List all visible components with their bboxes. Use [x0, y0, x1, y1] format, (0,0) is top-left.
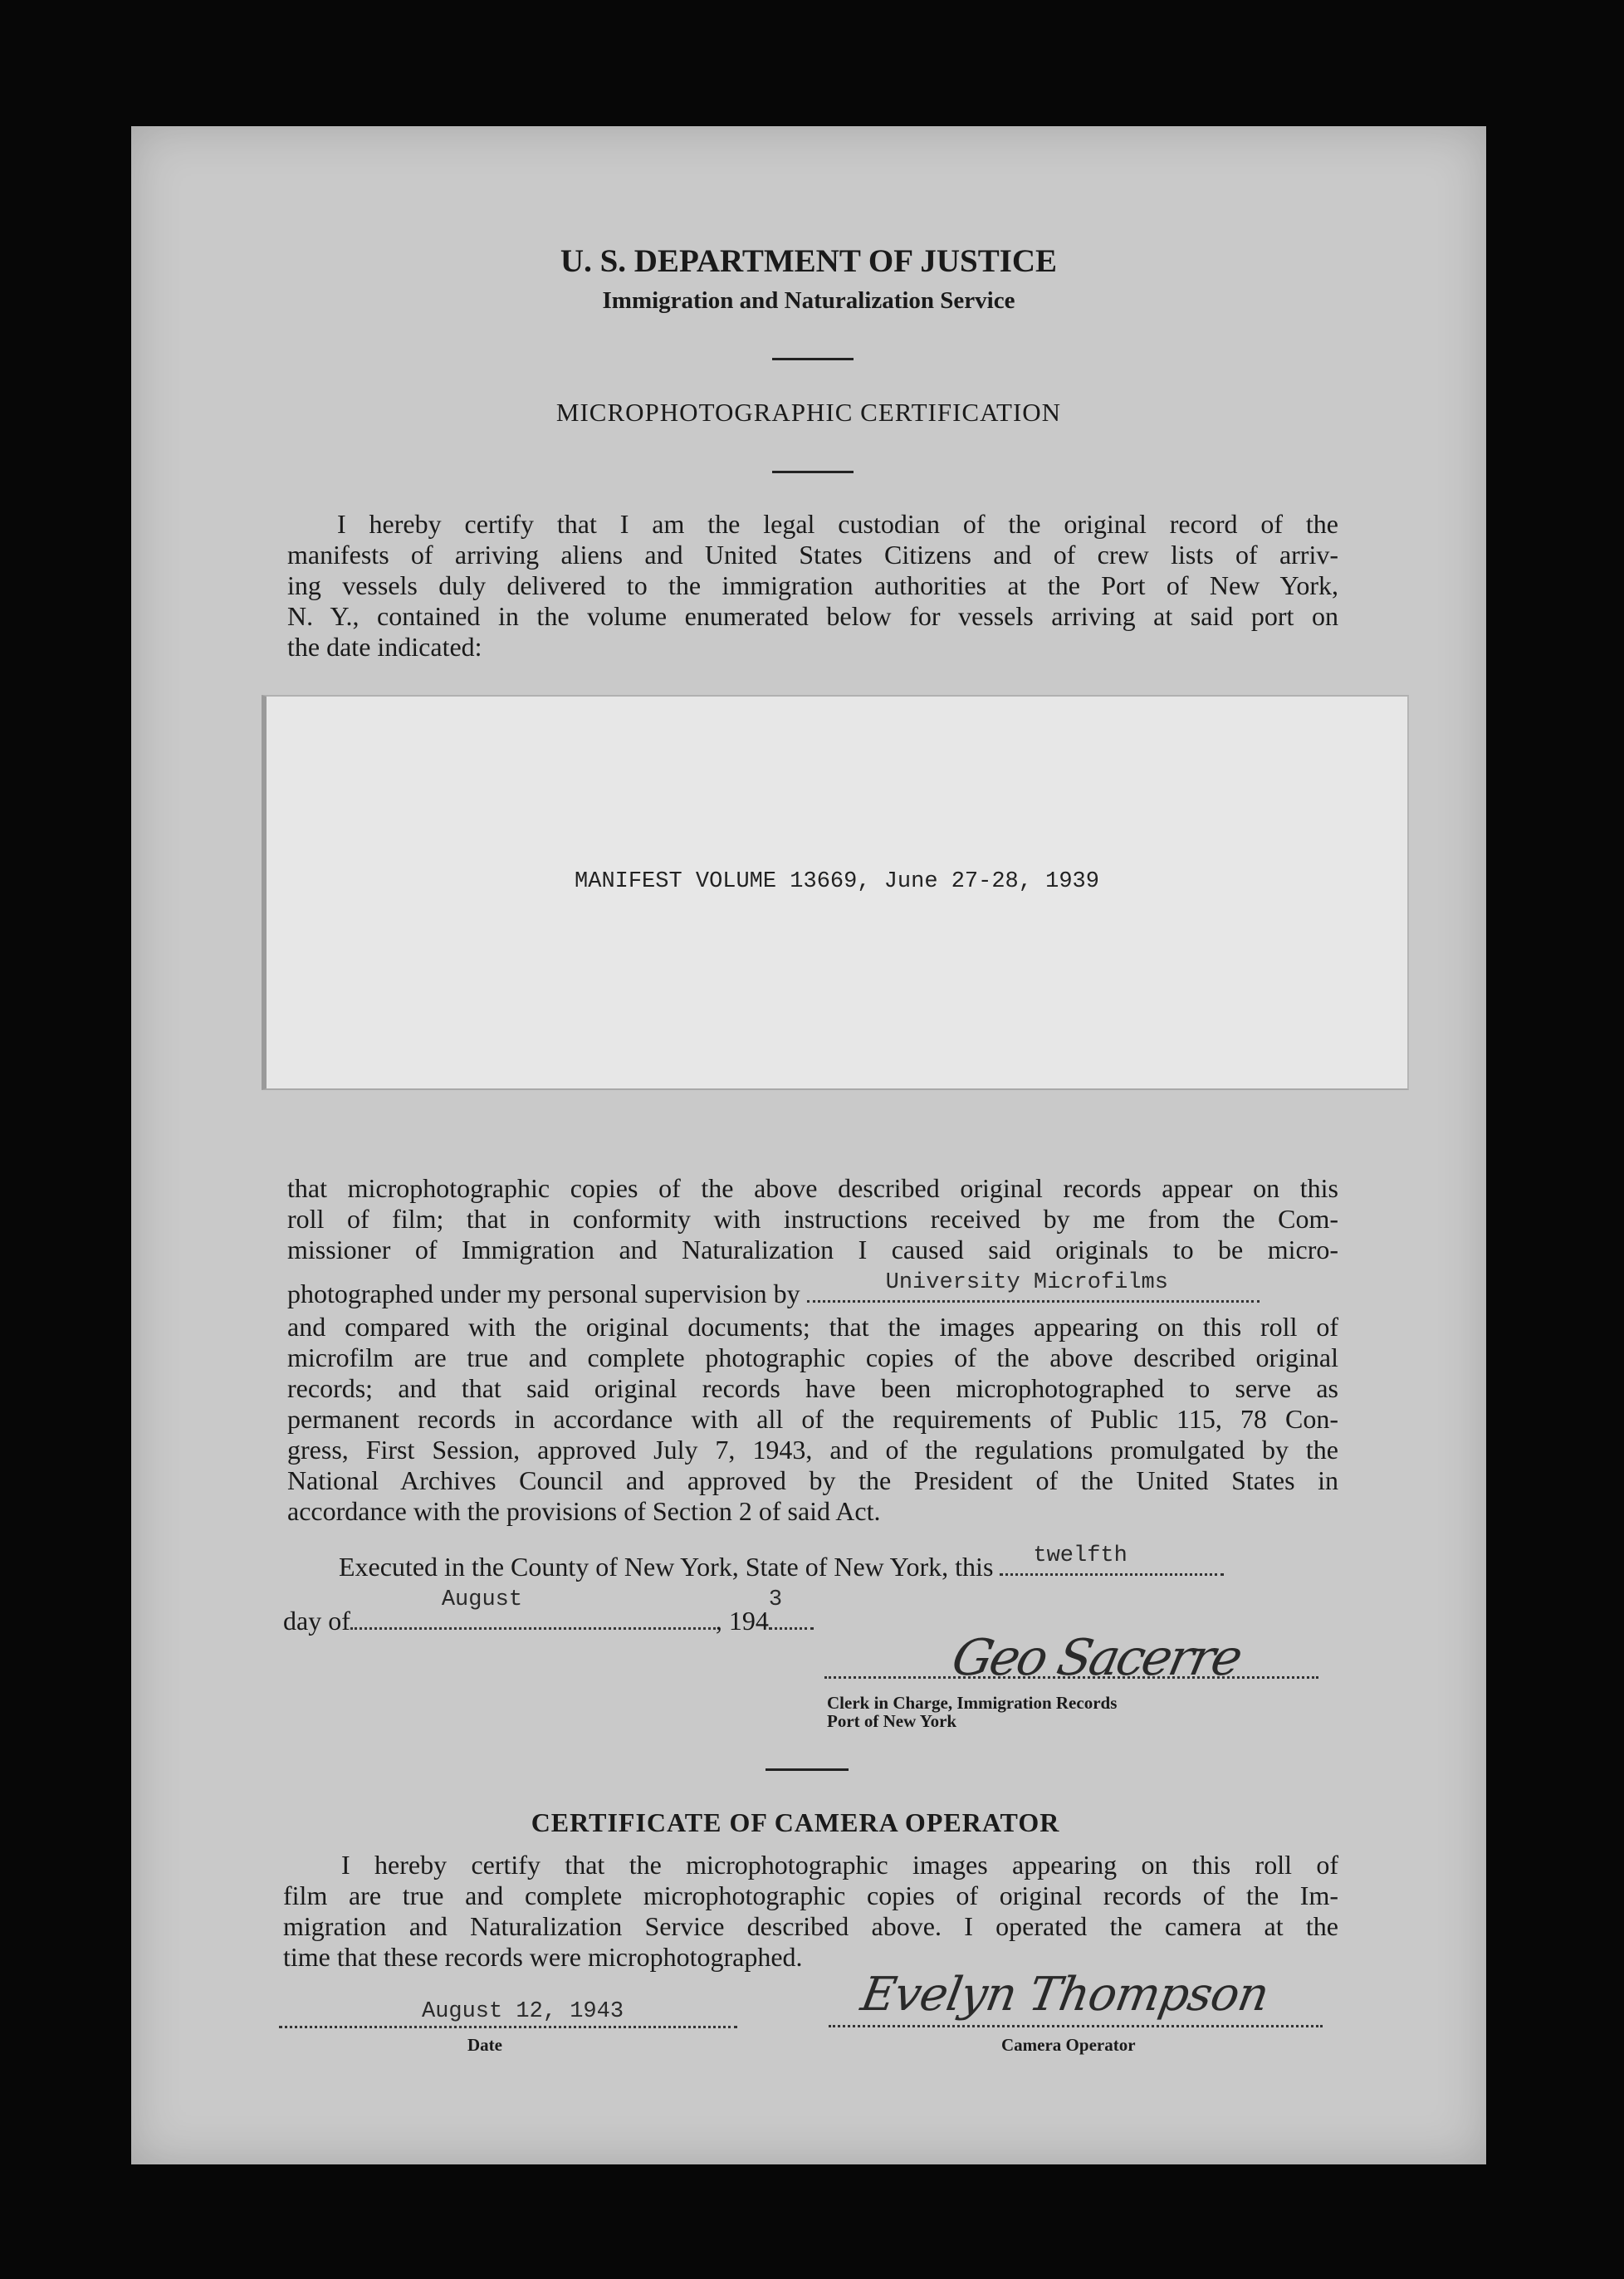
operator-signature-line [829, 2025, 1323, 2027]
clerk-signature: Geo Sacerre [947, 1629, 1245, 1687]
body-line: records; and that said original records have been microphotographed to serve as [287, 1373, 1338, 1403]
certificate-page [131, 126, 1486, 2164]
body-line: National Archives Council and approved by the President of the United States in [287, 1465, 1338, 1495]
date-label: Date [467, 2035, 502, 2055]
camera-line: time that these records were microphotographed. [283, 1942, 803, 1972]
camera-line: film are true and complete microphotographic copies of original records of the Im- [283, 1880, 1338, 1910]
clerk-title-line1: Clerk in Charge, Immigration Records [827, 1693, 1118, 1713]
date-executed-line [283, 1587, 814, 1636]
supervision-prefix: photographed under my personal supervision by [287, 1279, 800, 1308]
operator-label: Camera Operator [1001, 2035, 1136, 2055]
body-line: that microphotographic copies of the above described original records appear on this [287, 1173, 1338, 1203]
body-line: gress, First Session, approved July 7, 1943, and of the regulations promulgated by the [287, 1435, 1338, 1465]
intro-line: I hereby certify that I am the legal custodian of the original record of the [337, 509, 1338, 539]
camera-line: migration and Naturalization Service described above. I operated the camera at the [283, 1911, 1338, 1941]
month-value: August [441, 1587, 523, 1612]
month-field [350, 1587, 716, 1630]
day-of-label: day of [283, 1606, 350, 1636]
body-line: and compared with the original documents; that the images appearing on this roll of [287, 1312, 1338, 1342]
header-divider-bottom [772, 471, 854, 473]
intro-line: ing vessels duly delivered to the immigration authorities at the Port of New York, [287, 570, 1338, 600]
supervisor-value: University Microfilms [885, 1270, 1168, 1295]
camera-certificate-title: CERTIFICATE OF CAMERA OPERATOR [531, 1807, 1060, 1837]
clerk-signature-line [824, 1676, 1318, 1679]
header-divider-top [772, 358, 854, 360]
intro-paragraph [287, 509, 1338, 663]
intro-line: the date indicated: [287, 632, 482, 662]
supervision-line [287, 1270, 1260, 1309]
camera-line: I hereby certify that the microphotographic images appearing on this roll of [341, 1850, 1338, 1880]
year-prefix: , 194 [715, 1606, 769, 1636]
year-digit: 3 [768, 1587, 783, 1612]
date-value: August 12, 1943 [422, 1999, 624, 2024]
volume-label: MANIFEST VOLUME 13669, June 27-28, 1939 [575, 869, 1099, 894]
service-subheading: Immigration and Naturalization Service [602, 287, 1015, 314]
body-paragraph-2 [287, 1312, 1338, 1527]
clerk-title-line2: Port of New York [827, 1711, 957, 1731]
body-line: missioner of Immigration and Naturalization I caused said originals to be micro- [287, 1235, 1338, 1264]
body-line: permanent records in accordance with all of the requirements of Public 115, 78 Con- [287, 1404, 1338, 1434]
day-value: twelfth [1033, 1543, 1128, 1568]
volume-slip [262, 695, 1409, 1090]
page-title: MICROPHOTOGRAPHIC CERTIFICATION [555, 398, 1062, 427]
intro-line: manifests of arriving aliens and United States Citizens and of crew lists of arriv- [287, 540, 1338, 570]
body-line: accordance with the provisions of Section 2 of said Act. [287, 1496, 881, 1526]
body-paragraph [287, 1173, 1338, 1265]
date-field [279, 1999, 737, 2028]
department-heading: U. S. DEPARTMENT OF JUSTICE [560, 243, 1058, 279]
day-field [1000, 1543, 1224, 1576]
executed-prefix: Executed in the County of New York, State of New York, this [339, 1552, 994, 1582]
body-line: microfilm are true and complete photographic copies of the above described original [287, 1342, 1338, 1372]
year-field [768, 1587, 814, 1630]
intro-line: N. Y., contained in the volume enumerated below for vessels arriving at said port on [287, 601, 1338, 631]
supervisor-field [807, 1270, 1260, 1303]
section-divider [766, 1768, 849, 1771]
body-line: roll of film; that in conformity with instructions received by me from the Com- [287, 1204, 1338, 1234]
camera-paragraph [283, 1850, 1338, 1973]
operator-signature: Evelyn Thompson [857, 1968, 1273, 2022]
executed-line [339, 1543, 1224, 1582]
